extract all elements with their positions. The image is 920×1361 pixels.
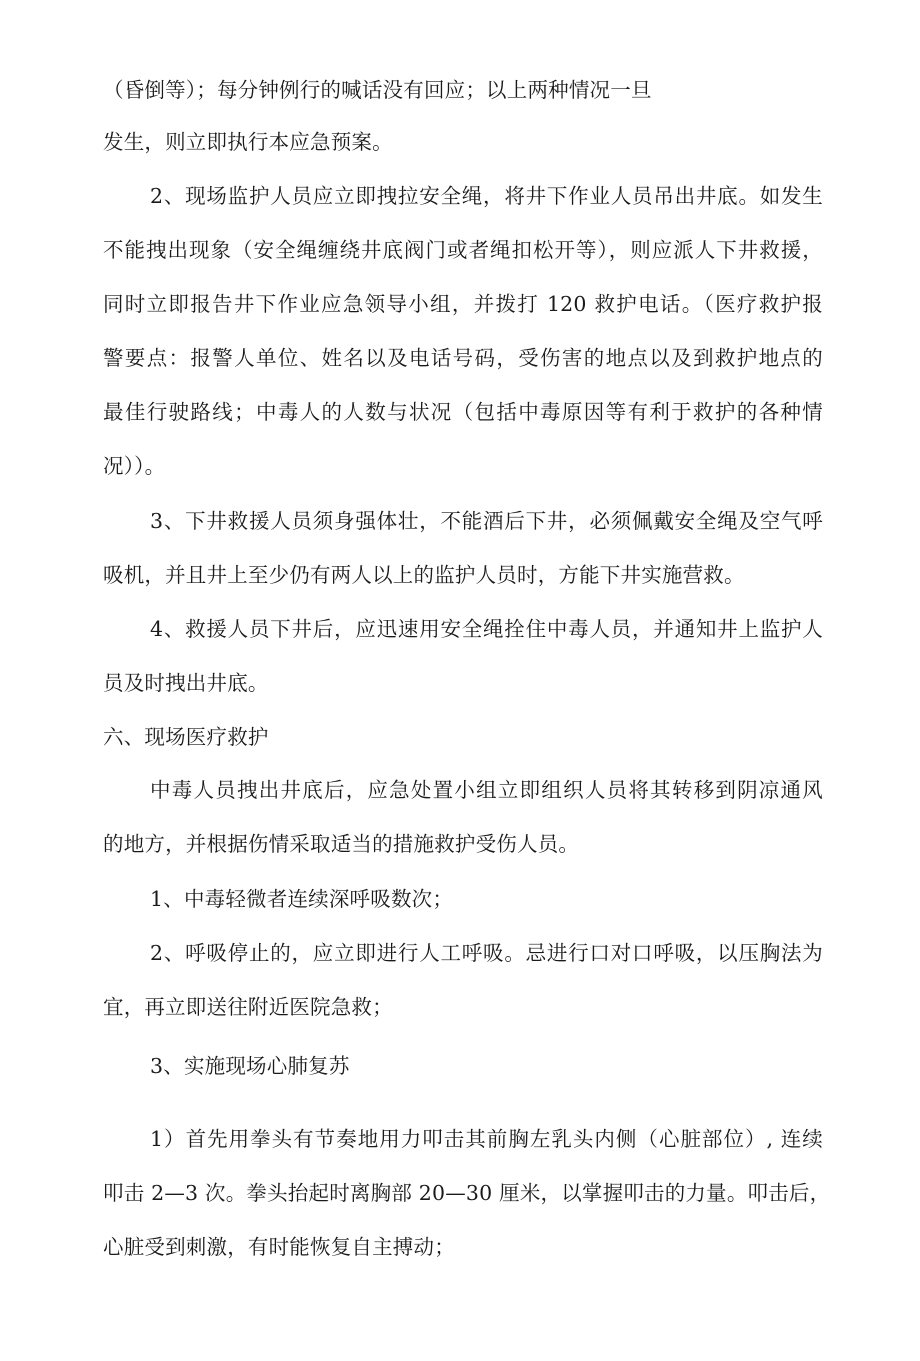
- text-line-17: 2、呼吸停止的，应立即进行人工呼吸。忌进行口对口呼吸，以压胸法为: [150, 941, 823, 965]
- text-line-9: 3、下井救援人员须身强体壮，不能酒后下井，必须佩戴安全绳及空气呼: [150, 509, 823, 533]
- text-line-4: 不能拽出现象（安全绳缠绕井底阀门或者绳扣松开等），则应派人下井救援，: [103, 238, 823, 262]
- text-line-10: 吸机，并且井上至少仍有两人以上的监护人员时，方能下井实施营救。: [103, 563, 745, 587]
- text-line-1: （昏倒等）；每分钟例行的喊话没有回应；以上两种情况一旦: [103, 78, 652, 102]
- section-heading: 六、现场医疗救护: [103, 725, 269, 749]
- text-line-6: 警要点：报警人单位、姓名以及电话号码，受伤害的地点以及到救护地点的: [103, 346, 823, 370]
- text-line-22: 心脏受到刺激，有时能恢复自主搏动；: [103, 1235, 455, 1259]
- text-line-20: 1）首先用拳头有节奏地用力叩击其前胸左乳头内侧（心脏部位）, 连续: [150, 1127, 823, 1151]
- text-line-16: 1、中毒轻微者连续深呼吸数次；: [150, 887, 454, 911]
- text-line-11: 4、救援人员下井后，应迅速用安全绳拴住中毒人员，并通知井上监护人: [150, 617, 823, 641]
- text-line-5: 同时立即报告井下作业应急领导小组，并拨打 120 救护电话。（医疗救护报: [103, 292, 823, 316]
- text-line-8: 况））。: [103, 454, 166, 478]
- text-line-12: 员及时拽出井底。: [103, 671, 269, 695]
- text-line-7: 最佳行驶路线；中毒人的人数与状况（包括中毒原因等有利于救护的各种情: [103, 400, 823, 424]
- text-line-21: 叩击 2—3 次。拳头抬起时离胸部 20—30 厘米，以掌握叩击的力量。叩击后，: [103, 1181, 831, 1205]
- text-line-15: 的地方，并根据伤情采取适当的措施救护受伤人员。: [103, 832, 580, 856]
- text-line-14: 中毒人员拽出井底后，应急处置小组立即组织人员将其转移到阴凉通风: [150, 778, 823, 802]
- text-line-18: 宜，再立即送往附近医院急救；: [103, 995, 393, 1019]
- text-line-19: 3、实施现场心肺复苏: [150, 1054, 350, 1078]
- text-line-2: 发生，则立即执行本应急预案。: [103, 130, 393, 154]
- text-line-3: 2、现场监护人员应立即拽拉安全绳，将井下作业人员吊出井底。如发生: [150, 184, 823, 208]
